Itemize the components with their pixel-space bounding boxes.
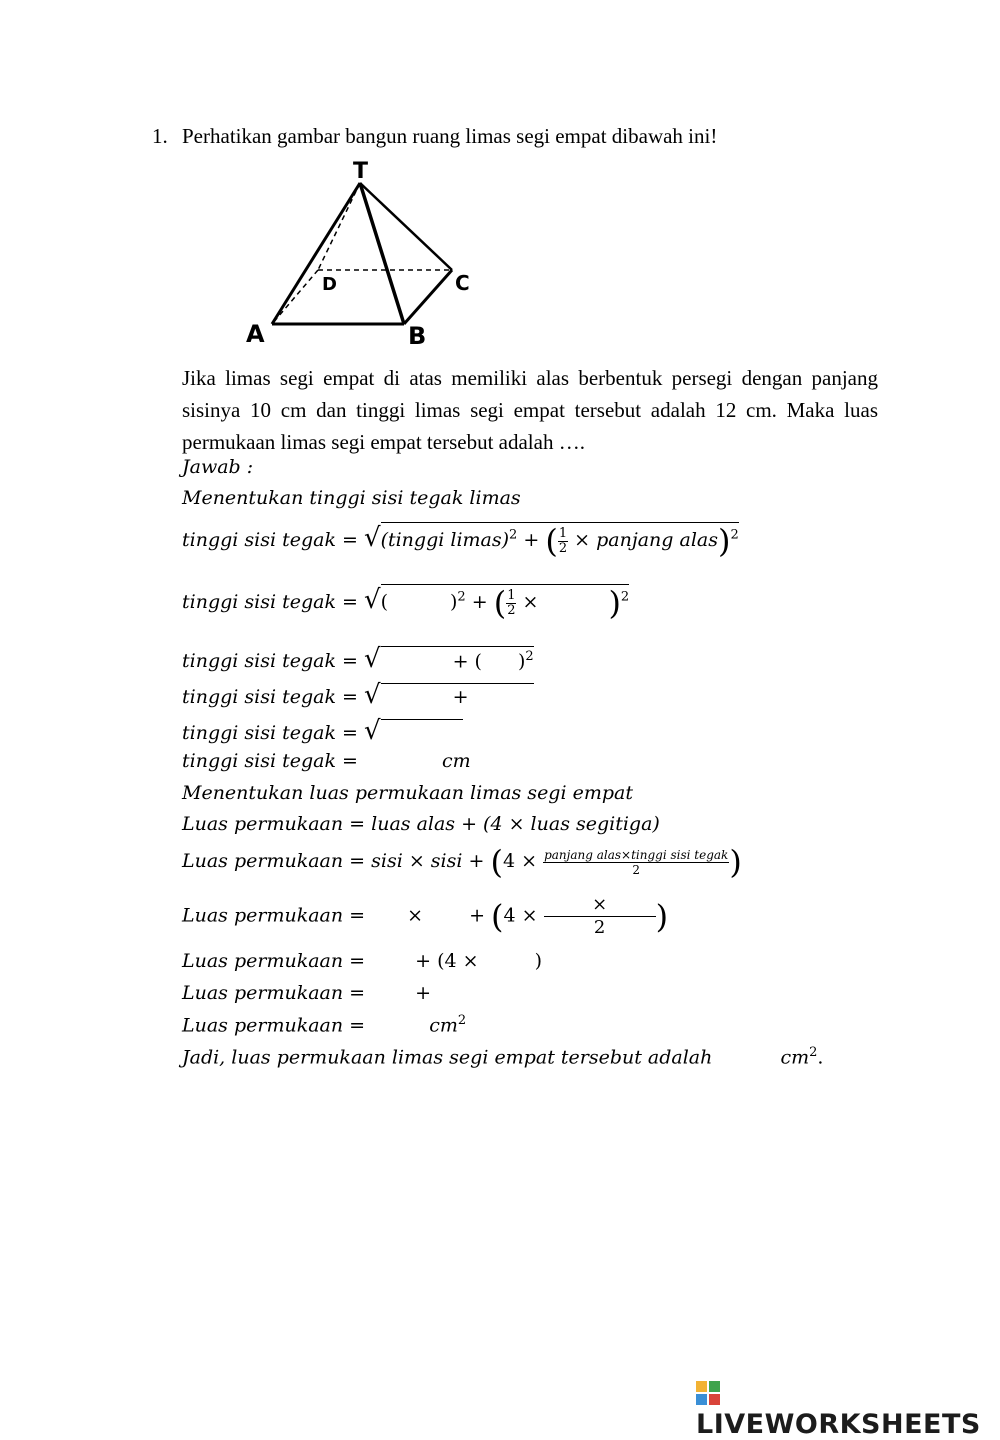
label-A: A: [246, 320, 265, 348]
jawab-label: Jawab :: [182, 456, 254, 478]
fraction-area-triangle: $\frac{\text{panjang alas×tinggi sisi tegak}}{2}$: [544, 847, 729, 877]
logo-text: LIVEWORKSHEETS: [696, 1409, 981, 1440]
fraction-blank: $\frac{\times}{2}$: [544, 894, 656, 939]
tinggi-step-4: tinggi sisi tegak = √ +: [182, 680, 534, 710]
tinggi-step-2: tinggi sisi tegak = √( )$^2$ + ( $\frac{1}{2}$ × )$^2$: [182, 584, 630, 622]
sqrt-icon: √: [363, 716, 381, 746]
label-B: B: [408, 322, 427, 348]
edge-DA: [272, 270, 318, 324]
logo-badge-icon: [696, 1381, 720, 1405]
tinggi-step-3: tinggi sisi tegak = √ + ( )$^2$: [182, 644, 534, 674]
lhs: tinggi sisi tegak =: [182, 529, 358, 551]
edge-TA: [272, 183, 360, 324]
heading-luas-permukaan: Menentukan luas permukaan limas segi empat: [182, 782, 633, 804]
tinggi-result: tinggi sisi tegak = cm: [182, 750, 471, 772]
radicand: (tinggi limas)$^2$ + ( $\frac{1}{2}$ × panjang alas)$^2$: [380, 522, 739, 560]
liveworksheets-logo: [696, 1378, 1000, 1440]
tinggi-step-5: tinggi sisi tegak = √: [182, 716, 463, 746]
label-D: D: [322, 274, 337, 295]
sqrt-icon: √: [363, 644, 381, 674]
formula-tinggi-line: [182, 522, 739, 560]
label-C: C: [455, 271, 470, 295]
luas-step-3: Luas permukaan = × + (4 × $\frac{\times}{2}$ ): [182, 894, 669, 938]
question-title: Perhatikan gambar bangun ruang limas segi empat dibawah ini!: [182, 124, 718, 148]
luas-formula-1: Luas permukaan = luas alas + (4 × luas segitiga): [182, 813, 660, 835]
conclusion-line: Jadi, luas permukaan limas segi empat tersebut adalah $cm^2$.: [182, 1045, 824, 1069]
luas-result: Luas permukaan = $cm^2$: [182, 1013, 467, 1037]
label-T: T: [353, 159, 369, 184]
question-number: 1.: [152, 124, 168, 148]
luas-step-5: Luas permukaan = +: [182, 982, 432, 1004]
problem-paragraph: Jika limas segi empat di atas memiliki alas berbentuk persegi dengan panjang sisinya 10 cm dan tinggi limas segi empat tersebut adalah 12 cm. Maka luas permukaan limas segi empat tersebut adalah ….: [182, 366, 878, 454]
heading-tinggi-sisi-tegak: Menentukan tinggi sisi tegak limas: [182, 487, 521, 509]
edge-TD: [318, 183, 360, 270]
edge-BC: [404, 270, 452, 324]
luas-formula-2: Luas permukaan = sisi × sisi + (4 × $\frac{\text{panjang alas×tinggi sisi tegak}}{2}$ ): [182, 843, 742, 881]
luas-step-4: Luas permukaan = + (4 × ): [182, 950, 542, 972]
pyramid-figure: [238, 158, 478, 348]
sqrt-icon: √: [363, 680, 381, 710]
sqrt-icon: √: [363, 585, 381, 615]
sqrt-icon: √: [363, 523, 381, 553]
fraction-half: $\frac{1}{2}$: [558, 525, 568, 556]
